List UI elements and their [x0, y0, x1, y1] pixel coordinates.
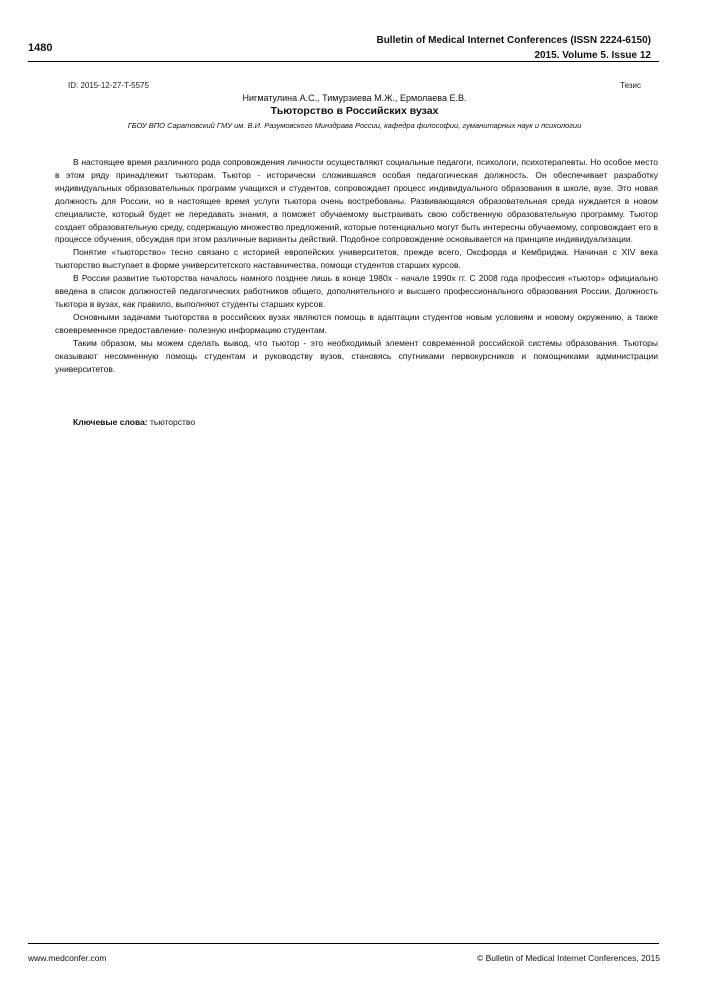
article-authors: Нигматулина А.С., Тимурзиева М.Ж., Ермолаева Е.В.: [242, 93, 467, 103]
journal-header: [376, 33, 651, 63]
keywords: [73, 417, 195, 427]
article-id: ID: 2015-12-27-T-5575: [68, 81, 149, 90]
body-paragraph: Основными задачами тьюторства в российских вузах являются помощь в адаптации студентов новым условиям и новому окружению, а также своевременное предоставление- полезную информацию студентам.: [55, 311, 658, 335]
header-divider: [28, 61, 659, 62]
body-paragraph: В настоящее время различного рода сопровождения личности осуществляют социальные педагоги, психологи, психотерапевты. Но особое место в этом ряду принадлежит тьюторам. Тьютор - исторически сложившаяся особая педагогическая должность. Он обеспечивает разработку индивидуальных образовательных программ учащихся и студентов, сопровождает процесс индивидуального образования в школе, вузе. Это новая должность для России, но в настоящее время услуги тьютора очень востребованы. Развивающаяся образовательная среда нуждается в новом специалисте, который будет не передавать знания, а поможет обучаемому выстраивать свою собственную образовательную программу. Тьютор создает образовательную среду, содержащую множество предложений, которые потенциально могут быть интересны обучаемому, сопровождает его в процессе обучения, обсуждая при этом различные варианты действий. Подобное сопровождение основывается на принципе индивидуализации.: [55, 157, 658, 245]
article-title: Тьюторство в Российских вузах: [270, 105, 439, 117]
page-number: 1480: [28, 42, 53, 54]
journal-title: Bulletin of Medical Internet Conferences (ISSN 2224-6150): [376, 35, 651, 46]
footer-copyright: © Bulletin of Medical Internet Conferences, 2015: [477, 953, 660, 963]
body-paragraph: Понятие «тьюторство» тесно связано с историей европейских университетов, прежде всего, Оксфорда и Кембриджа. Начиная с XIV века тьюторство выступает в форме университетского наставничества, помощи студентов старших курсов.: [55, 247, 658, 271]
footer-divider: [28, 943, 659, 944]
footer-website: www.medconfer.com: [28, 953, 107, 963]
keywords-value: тьюторство: [147, 417, 196, 427]
article-meta: [68, 81, 641, 90]
article-body: [55, 156, 658, 375]
journal-issue: 2015. Volume 5. Issue 12: [534, 50, 651, 61]
body-paragraph: В России развитие тьюторства началось намного позднее лишь в конце 1980х - начале 1990х гг. С 2008 года профессия «тьютор» официально введена в список должностей педагогических работников общего, дополнительного и высшего профессионального образования России. Должность тьютора в вузах, как правило, выполняют студенты старших курсов.: [55, 273, 658, 309]
body-paragraph: Таким образом, мы можем сделать вывод, что тьютор - это необходимый элемент современной российской системы образования. Тьюторы оказывают несомненную помощь студентам и руководству вузов, становясь спутниками первокурсников и помощниками администрации университетов.: [55, 337, 658, 374]
article-affiliation: ГБОУ ВПО Саратовский ГМУ им. В.И. Разумовского Минздрава России, кафедра философии, гуманитарных наук и психологии: [127, 121, 582, 130]
article-type: Тезис: [620, 81, 641, 90]
keywords-label: Ключевые слова:: [73, 417, 148, 427]
